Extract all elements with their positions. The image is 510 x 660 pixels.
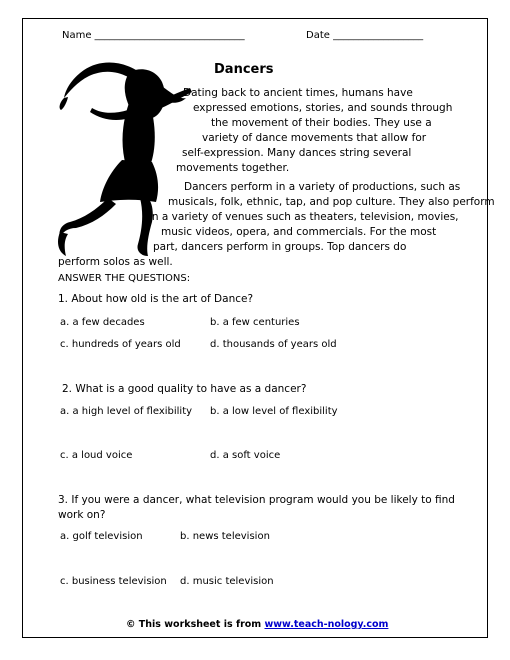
name-line: Name ______________________________ xyxy=(62,30,245,41)
q3-option-b[interactable]: b. news television xyxy=(180,531,270,542)
intro-paragraph xyxy=(0,86,510,176)
q1-option-b[interactable]: b. a few centuries xyxy=(210,317,300,328)
q2-option-b[interactable]: b. a low level of flexibility xyxy=(210,406,338,417)
second-line-3: in a variety of venues such as theaters, television, movies, xyxy=(149,211,459,223)
intro-line-6: movements together. xyxy=(176,162,290,174)
date-line: Date __________________ xyxy=(306,30,424,41)
q3-option-d[interactable]: d. music television xyxy=(180,576,274,587)
q3-option-a[interactable]: a. golf television xyxy=(60,531,143,542)
intro-line-3: the movement of their bodies. They use a xyxy=(211,117,432,129)
footer-link[interactable]: www.teach-nology.com xyxy=(264,619,389,630)
q1-option-d[interactable]: d. thousands of years old xyxy=(210,339,337,350)
question-3-line-2: work on? xyxy=(58,509,106,521)
q1-option-c[interactable]: c. hundreds of years old xyxy=(60,339,181,350)
q2-option-a[interactable]: a. a high level of flexibility xyxy=(60,406,193,417)
question-2: 2. What is a good quality to have as a dancer? xyxy=(62,383,307,395)
intro-line-4: variety of dance movements that allow for xyxy=(202,132,427,144)
second-line-4: music videos, opera, and commercials. For the most xyxy=(161,226,437,238)
second-line-1: Dancers perform in a variety of productions, such as xyxy=(184,181,461,193)
page-title: Dancers xyxy=(214,62,274,77)
intro-line-5: self-expression. Many dances string several xyxy=(182,147,412,159)
second-line-5: part, dancers perform in groups. Top dancers do xyxy=(153,241,407,253)
question-3-line-1: 3. If you were a dancer, what television program would you be likely to find xyxy=(58,494,455,506)
footer-credit xyxy=(126,619,388,630)
second-line-2: musicals, folk, ethnic, tap, and pop culture. They also perform xyxy=(168,196,495,208)
second-line-6: perform solos as well. xyxy=(58,256,173,268)
second-paragraph xyxy=(0,180,510,270)
q3-option-c[interactable]: c. business television xyxy=(60,576,167,587)
q2-option-d[interactable]: d. a soft voice xyxy=(210,450,281,461)
intro-line-1: Dating back to ancient times, humans have xyxy=(183,87,413,99)
intro-line-2: expressed emotions, stories, and sounds through xyxy=(193,102,453,114)
question-1: 1. About how old is the art of Dance? xyxy=(58,293,254,305)
q1-option-a[interactable]: a. a few decades xyxy=(60,317,145,328)
instructions: ANSWER THE QUESTIONS: xyxy=(58,273,191,284)
footer-prefix: © This worksheet is from xyxy=(126,619,265,630)
q2-option-c[interactable]: c. a loud voice xyxy=(60,450,133,461)
